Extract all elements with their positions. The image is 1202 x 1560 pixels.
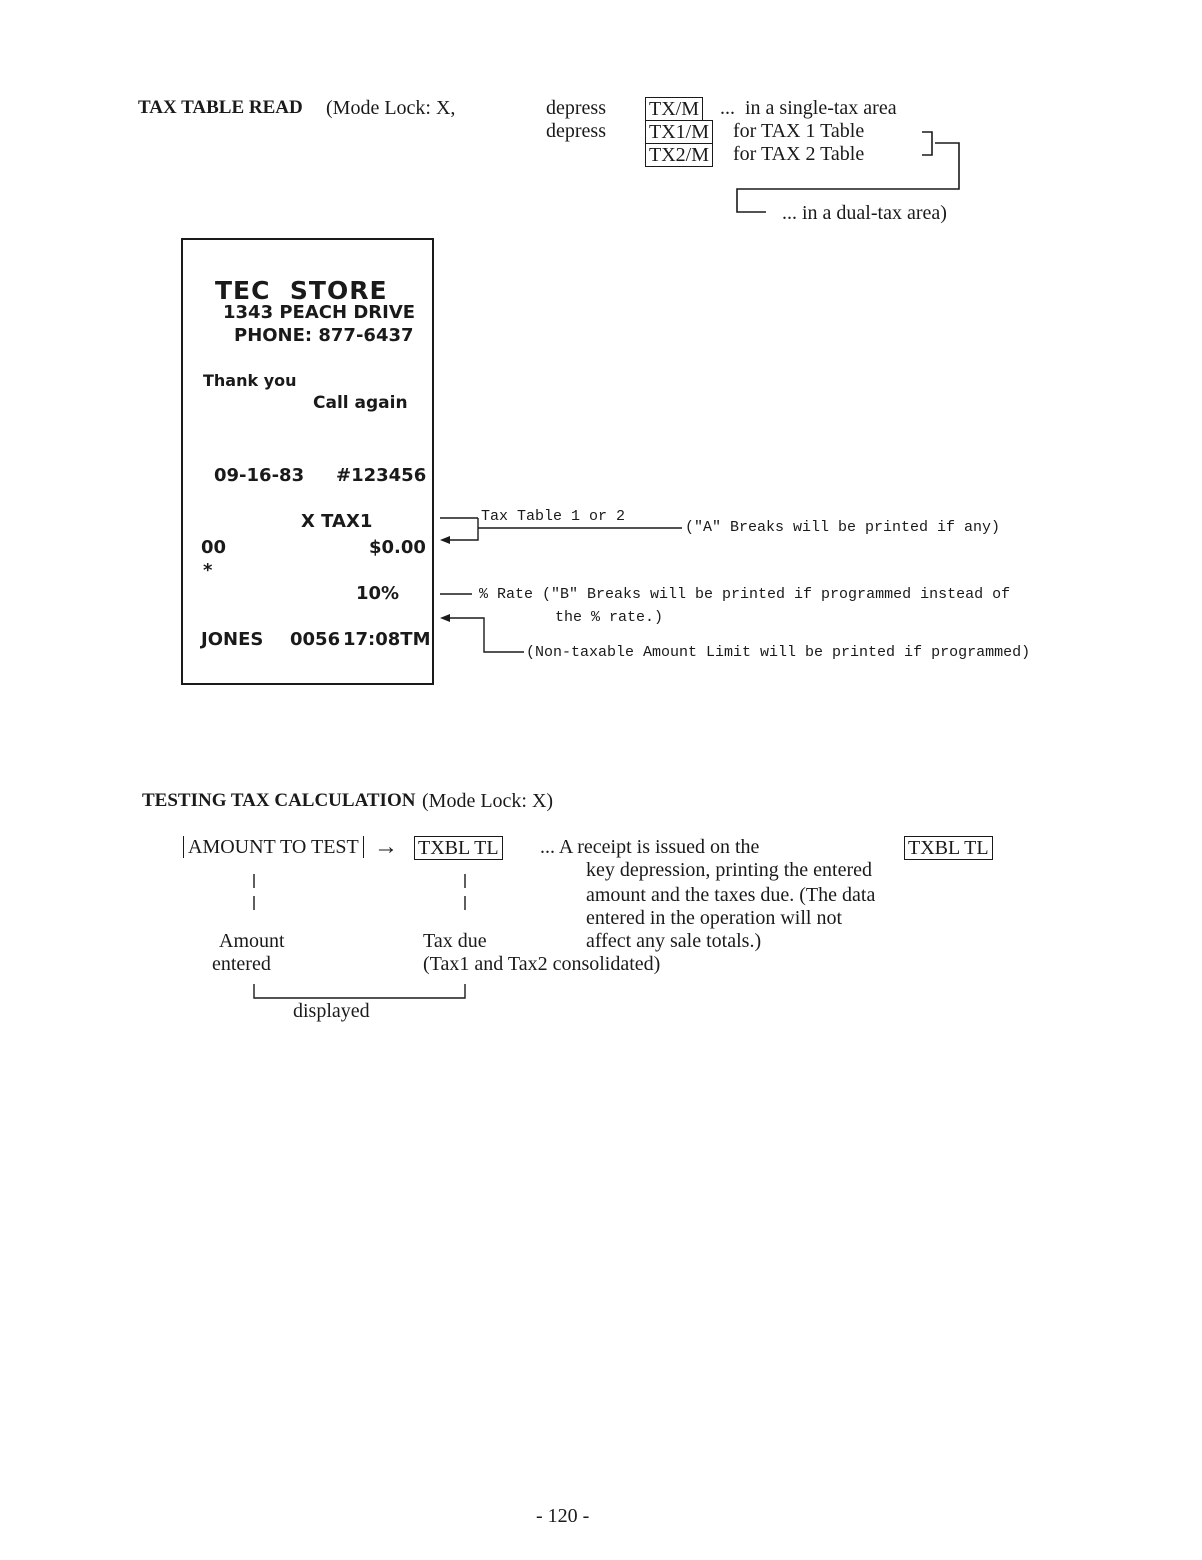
page-number: - 120 - <box>536 1505 590 1527</box>
note-percent-rate: % Rate ("B" Breaks will be printed if programmed instead of <box>479 586 1011 603</box>
receipt-thank-you: Thank you <box>203 371 297 390</box>
receipt-rate: 10% <box>356 583 400 604</box>
label-tax-due: Tax due <box>423 930 487 952</box>
receipt-asterisk: * <box>203 560 213 581</box>
key-amount-to-test: AMOUNT TO TEST <box>183 836 364 858</box>
receipt-clerk: JONES <box>201 629 264 650</box>
label-entered: entered <box>212 953 271 975</box>
testing-desc-1: ... A receipt is issued on the <box>540 836 760 858</box>
receipt-consecutive: 0056 <box>290 629 341 650</box>
label-amount: Amount <box>219 930 285 952</box>
key-tx1-m: TX1/M <box>645 120 713 144</box>
depress-label-2: depress <box>546 120 606 142</box>
mode-lock-x: (Mode Lock: X, <box>326 97 456 119</box>
note-a-breaks: ("A" Breaks will be printed if any) <box>685 519 1001 536</box>
label-displayed: displayed <box>293 1000 370 1022</box>
note-tax-table: Tax Table 1 or 2 <box>481 508 626 525</box>
receipt-address: 1343 PEACH DRIVE <box>223 302 416 323</box>
receipt-row-amount: $0.00 <box>369 537 426 558</box>
testing-desc-3: amount and the taxes due. (The data <box>586 884 876 906</box>
receipt-number: #123456 <box>336 465 427 486</box>
tax2-table-note: for TAX 2 Table <box>733 143 865 165</box>
note-non-taxable: (Non-taxable Amount Limit will be printed if programmed) <box>526 644 1031 661</box>
receipt-phone: PHONE: 877-6437 <box>234 325 414 346</box>
receipt-tax-header: X TAX1 <box>301 511 373 532</box>
note-percent-rate-cont: the % rate.) <box>555 609 664 626</box>
key-txbl-tl: TXBL TL <box>414 836 503 860</box>
label-tax-consolidated: (Tax1 and Tax2 consolidated) <box>423 953 661 975</box>
key-tx-m: TX/M <box>645 97 703 121</box>
displayed-bracket <box>0 860 700 1010</box>
arrow-right-icon: → <box>374 834 398 860</box>
testing-desc-4: entered in the operation will not <box>586 907 843 929</box>
receipt-date: 09-16-83 <box>214 465 305 486</box>
testing-desc-5: affect any sale totals.) <box>586 930 762 952</box>
dual-tax-note: ... in a dual-tax area) <box>782 202 947 224</box>
receipt-time: 17:08TM <box>343 629 431 650</box>
key-tx2-m: TX2/M <box>645 143 713 167</box>
section-title-testing-tax: TESTING TAX CALCULATION <box>142 790 416 811</box>
depress-label-1: depress <box>546 97 606 119</box>
receipt-row-code: 00 <box>201 537 227 558</box>
key-txbl-tl-inline: TXBL TL <box>904 836 993 860</box>
testing-mode-lock: (Mode Lock: X) <box>422 790 554 812</box>
single-tax-note: ... in a single-tax area <box>720 97 897 119</box>
section-title-tax-table-read: TAX TABLE READ <box>138 97 303 118</box>
receipt-call-again: Call again <box>313 393 408 413</box>
receipt-store-name: TEC STORE <box>215 276 388 305</box>
tax1-table-note: for TAX 1 Table <box>733 120 865 142</box>
testing-desc-2: key depression, printing the entered <box>586 859 873 881</box>
